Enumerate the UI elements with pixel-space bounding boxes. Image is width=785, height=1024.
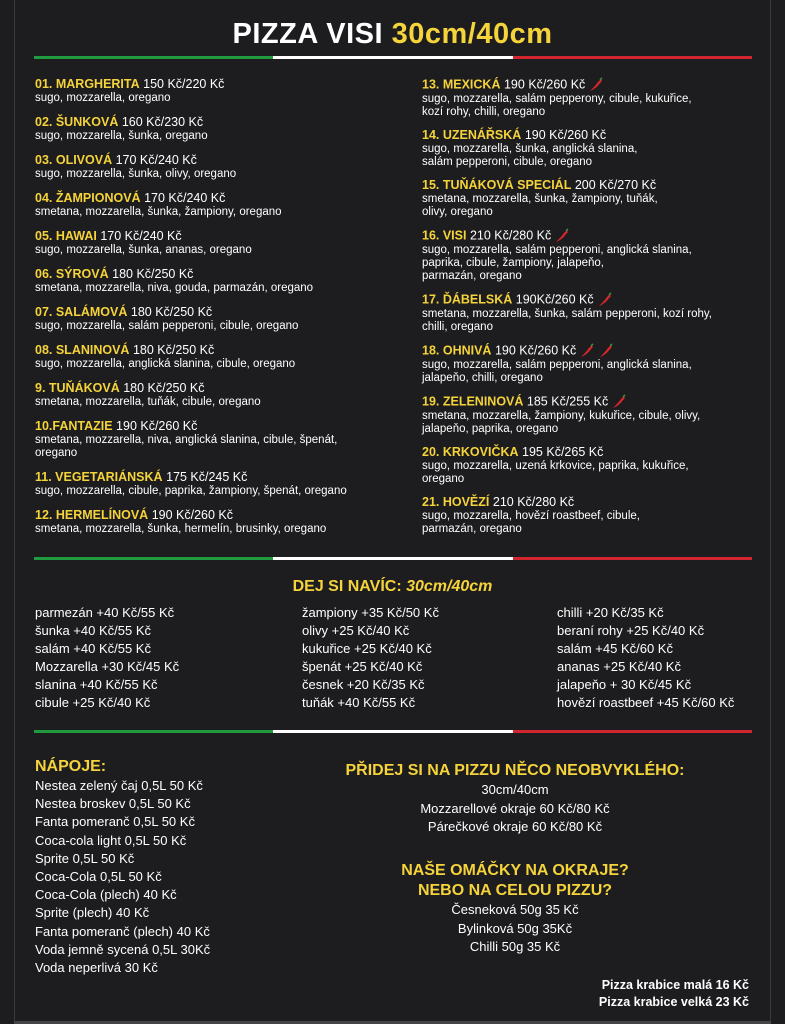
pizza-item-header: [35, 508, 347, 523]
pizza-ingredients: parmazán, oregano: [422, 270, 522, 282]
drink-item: Coca-Cola 0,5L 50 Kč: [35, 869, 162, 885]
pizza-ingredients: sugo, mozzarella, anglická slanina, cibule, oregano: [35, 358, 296, 370]
pizza-item-header: [35, 191, 347, 206]
pizza-ingredients: sugo, mozzarella, salám pepperoni, anglická slanina,: [422, 359, 692, 371]
pizza-box-prices: [599, 977, 749, 1011]
pizza-item: [35, 191, 347, 219]
pizza-item: [422, 445, 712, 486]
pizza-item: [35, 305, 347, 333]
pizza-name: 14. UZENÁŘSKÁ: [422, 128, 522, 142]
pizza-item: [422, 292, 712, 334]
pizza-price: 210 Kč/280 Kč: [492, 495, 575, 509]
pizza-price: 175 Kč/245 Kč: [166, 470, 248, 484]
extra-topping-item: kukuřice +25 Kč/40 Kč: [302, 641, 432, 656]
sauces-title-line1: NAŠE OMÁČKY NA OKRAJE?: [401, 862, 629, 879]
pizza-ingredients: sugo, mozzarella, salám pepperoni, anglická slanina,: [422, 244, 692, 256]
pizza-ingredients: smetana, mozzarella, šunka, žampiony, tuňák,: [422, 193, 658, 205]
pizza-ingredients: jalapeňo, paprika, oregano: [422, 423, 559, 435]
drink-item: Sprite (plech) 40 Kč: [35, 905, 150, 921]
crust-option: Mozzarellové okraje 60 Kč/80 Kč: [420, 800, 610, 816]
pizza-name: 15. TUŇÁKOVÁ SPECIÁL: [422, 178, 572, 192]
pizza-ingredients: jalapeňo, chilli, oregano: [422, 372, 543, 384]
pizza-item: [422, 343, 712, 385]
pizza-price: 190 Kč/260 Kč: [503, 77, 586, 92]
pizza-ingredients: salám pepperoni, cibule, oregano: [422, 156, 593, 168]
pizza-item-header: [35, 77, 347, 92]
pizza-price: 160 Kč/230 Kč: [121, 115, 204, 129]
pizza-item-header: [35, 115, 347, 130]
pizza-ingredients: sugo, mozzarella, oregano: [35, 92, 171, 104]
pizza-item: [35, 267, 347, 295]
drink-item: Sprite 0,5L 50 Kč: [35, 850, 135, 866]
extra-topping-item: špenát +25 Kč/40 Kč: [302, 659, 423, 674]
pizza-ingredients: smetana, mozzarella, tuňák, cibule, oregano: [35, 396, 261, 408]
pizza-name: 9. TUŇÁKOVÁ: [35, 381, 120, 395]
drink-item: Coca-cola light 0,5L 50 Kč: [35, 832, 187, 848]
pizza-item: [422, 228, 712, 283]
pizza-name: 18. OHNIVÁ: [422, 343, 492, 358]
sauces-title-line2: NEBO NA CELOU PIZZU?: [417, 882, 613, 899]
pizza-price: 150 Kč/220 Kč: [143, 77, 225, 91]
pizza-price: 180 Kč/250 Kč: [132, 343, 215, 357]
pizza-item-header: [35, 229, 347, 244]
pizza-price: 180 Kč/250 Kč: [123, 381, 205, 395]
pizza-price: 180 Kč/250 Kč: [130, 305, 213, 319]
crust-section: [300, 761, 730, 837]
chili-pepper-icon: [579, 343, 595, 359]
pizza-ingredients: chilli, oregano: [422, 321, 493, 333]
extra-topping-item: šunka +40 Kč/55 Kč: [35, 623, 151, 638]
drink-item: Fanta pomeranč (plech) 40 Kč: [35, 923, 210, 939]
pizza-ingredients: sugo, mozzarella, cibule, paprika, žampiony, špenát, oregano: [35, 485, 347, 497]
pizza-item-header: [422, 343, 712, 359]
pizza-price: 190 Kč/260 Kč: [116, 419, 198, 433]
pizza-item: [35, 153, 347, 181]
pizza-item: [422, 77, 712, 119]
extras-title: [0, 578, 785, 596]
pizza-ingredients: smetana, mozzarella, šunka, hermelín, brusinky, oregano: [35, 523, 327, 535]
title-text: PIZZA VISI: [232, 18, 384, 50]
pizza-item: [35, 115, 347, 143]
pizza-price: 185 Kč/255 Kč: [526, 394, 609, 409]
pizza-item-header: [422, 292, 712, 308]
pizza-item: [422, 495, 712, 536]
pizza-ingredients: sugo, mozzarella, salám pepperoni, cibule, oregano: [35, 320, 299, 332]
drink-item: Nestea broskev 0,5L 50 Kč: [35, 796, 191, 812]
pizza-name: 13. MEXICKÁ: [422, 77, 501, 92]
pizza-ingredients: smetana, mozzarella, niva, anglická slanina, cibule, špenát,: [35, 434, 338, 446]
sauces-section: [300, 861, 730, 957]
pizza-ingredients: parmazán, oregano: [422, 523, 522, 535]
pizza-ingredients: kozí rohy, chilli, oregano: [422, 106, 546, 118]
page-title: [0, 18, 785, 51]
pizza-ingredients: sugo, mozzarella, šunka, ananas, oregano: [35, 244, 252, 256]
extra-topping-item: tuňák +40 Kč/55 Kč: [302, 695, 416, 710]
flag-divider-bottom: [34, 730, 752, 733]
pizza-item-header: [35, 305, 347, 320]
pizza-item-header: [422, 394, 712, 410]
frame-left-border: [14, 0, 15, 1024]
pizza-ingredients: sugo, mozzarella, šunka, anglická slanina,: [422, 143, 638, 155]
pizza-ingredients: sugo, mozzarella, uzená krkovice, paprika, kukuřice,: [422, 460, 689, 472]
extra-topping-item: salám +40 Kč/55 Kč: [35, 641, 151, 656]
pizza-name: 17. ĎÁBELSKÁ: [422, 292, 513, 307]
pizza-item: [35, 419, 347, 460]
extras-title-sizes: 30cm/40cm: [406, 578, 493, 595]
pizza-name: 06. SÝROVÁ: [35, 267, 109, 281]
pizza-name: 11. VEGETARIÁNSKÁ: [35, 470, 163, 484]
pizza-ingredients: sugo, mozzarella, šunka, oregano: [35, 130, 208, 142]
chili-pepper-icon: [611, 394, 627, 410]
pizza-item-header: [422, 128, 712, 143]
pizza-name: 03. OLIVOVÁ: [35, 153, 113, 167]
sauce-lines: [300, 901, 730, 957]
crust-title: PŘIDEJ SI NA PIZZU NĚCO NEOBVYKLÉHO:: [345, 762, 685, 779]
sauce-option: Česneková 50g 35 Kč: [451, 902, 579, 917]
pizza-item-header: [35, 381, 347, 396]
extra-topping-item: cibule +25 Kč/40 Kč: [35, 695, 151, 710]
pizza-price: 190 Kč/260 Kč: [524, 128, 607, 142]
extras-column-3: [557, 604, 734, 712]
box-price: Pizza krabice velká 23 Kč: [598, 995, 749, 1009]
extra-topping-item: parmezán +40 Kč/55 Kč: [35, 605, 175, 620]
pizza-ingredients: sugo, mozzarella, šunka, olivy, oregano: [35, 168, 237, 180]
extra-topping-item: olivy +25 Kč/40 Kč: [302, 623, 410, 638]
pizza-ingredients: olivy, oregano: [422, 206, 493, 218]
pizza-name: 21. HOVĚZÍ: [422, 495, 490, 509]
drinks-title: NÁPOJE:: [35, 758, 107, 775]
extras-title-text: DEJ SI NAVÍC:: [292, 578, 402, 595]
extra-topping-item: slanina +40 Kč/55 Kč: [35, 677, 158, 692]
extra-topping-item: česnek +20 Kč/35 Kč: [302, 677, 425, 692]
extra-topping-item: ananas +25 Kč/40 Kč: [557, 659, 681, 674]
chili-pepper-icon: [597, 292, 613, 308]
pizza-price: 195 Kč/265 Kč: [522, 445, 604, 459]
extra-topping-item: Mozzarella +30 Kč/45 Kč: [35, 659, 180, 674]
extras-column-2: [302, 604, 439, 712]
box-price: Pizza krabice malá 16 Kč: [601, 978, 749, 992]
pizza-price: 170 Kč/240 Kč: [144, 191, 226, 205]
pizza-ingredients: smetana, mozzarella, šunka, salám pepperoni, kozí rohy,: [422, 308, 712, 320]
pizza-item: [35, 381, 347, 409]
pizza-item-header: [422, 178, 712, 193]
pizza-list-left: [35, 77, 347, 546]
pizza-name: 16. VISI: [422, 228, 467, 243]
pizza-price: 170 Kč/240 Kč: [100, 229, 182, 243]
pizza-item: [422, 178, 712, 219]
pizza-ingredients: smetana, mozzarella, žampiony, kukuřice, cibule, olivy,: [422, 410, 701, 422]
pizza-name: 12. HERMELÍNOVÁ: [35, 508, 149, 522]
extras-column-1: [35, 604, 179, 712]
pizza-name: 10.FANTAZIE: [35, 419, 113, 433]
pizza-ingredients: oregano: [35, 447, 78, 459]
pizza-ingredients: paprika, cibule, žampiony, jalapeňo,: [422, 257, 604, 269]
drink-item: Voda neperlivá 30 Kč: [35, 960, 158, 976]
sauce-option: Chilli 50g 35 Kč: [469, 939, 561, 954]
extra-topping-item: žampiony +35 Kč/50 Kč: [302, 605, 439, 620]
pizza-price: 190Kč/260 Kč: [515, 292, 594, 307]
pizza-name: 20. KRKOVIČKA: [422, 445, 519, 459]
pizza-name: 19. ZELENINOVÁ: [422, 394, 524, 409]
pizza-item: [35, 229, 347, 257]
pizza-item-header: [422, 228, 712, 244]
pizza-item: [35, 77, 347, 105]
pizza-price: 170 Kč/240 Kč: [115, 153, 197, 167]
drink-item: Coca-Cola (plech) 40 Kč: [35, 887, 177, 903]
drinks-list: [35, 777, 210, 977]
drink-item: Nestea zelený čaj 0,5L 50 Kč: [35, 778, 203, 793]
pizza-price: 190 Kč/260 Kč: [151, 508, 234, 522]
crust-lines: [300, 781, 730, 837]
pizza-item-header: [422, 445, 712, 460]
pizza-item-header: [35, 153, 347, 168]
flag-divider-middle: [34, 557, 752, 560]
pizza-name: 05. HAWAI: [35, 229, 97, 243]
chili-pepper-icon: [598, 343, 614, 359]
pizza-list-right: [422, 77, 712, 545]
pizza-name: 04. ŽAMPIONOVÁ: [35, 191, 141, 205]
pizza-price: 210 Kč/280 Kč: [469, 228, 552, 243]
pizza-price: 180 Kč/250 Kč: [112, 267, 194, 281]
pizza-ingredients: sugo, mozzarella, salám pepperony, cibule, kukuřice,: [422, 93, 692, 105]
pizza-item-header: [422, 495, 712, 510]
pizza-item: [422, 128, 712, 169]
pizza-ingredients: smetana, mozzarella, šunka, žampiony, oregano: [35, 206, 282, 218]
extra-topping-item: beraní rohy +25 Kč/40 Kč: [557, 623, 705, 638]
extra-topping-item: jalapeňo + 30 Kč/45 Kč: [557, 677, 692, 692]
crust-option: Párečkové okraje 60 Kč/80 Kč: [427, 819, 603, 834]
pizza-item-header: [35, 470, 347, 485]
chili-pepper-icon: [588, 77, 604, 93]
pizza-ingredients: smetana, mozzarella, niva, gouda, parmazán, oregano: [35, 282, 314, 294]
extra-topping-item: salám +45 Kč/60 Kč: [557, 641, 673, 656]
drink-item: Voda jemně sycená 0,5L 30Kč: [35, 941, 211, 957]
pizza-item: [422, 394, 712, 436]
pizza-name: 01. MARGHERITA: [35, 77, 140, 91]
pizza-name: 02. ŠUNKOVÁ: [35, 115, 119, 129]
frame-right-border: [770, 0, 771, 1024]
pizza-ingredients: sugo, mozzarella, hovězí roastbeef, cibule,: [422, 510, 640, 522]
drink-item: Fanta pomeranč 0,5L 50 Kč: [35, 814, 195, 830]
pizza-item: [35, 343, 347, 371]
flag-divider-top: [34, 56, 752, 59]
pizza-item-header: [35, 343, 347, 358]
extra-topping-item: hovězí roastbeef +45 Kč/60 Kč: [557, 695, 735, 710]
crust-option: 30cm/40cm: [481, 782, 549, 797]
pizza-ingredients: oregano: [422, 473, 465, 485]
chili-pepper-icon: [554, 228, 570, 244]
extra-topping-item: chilli +20 Kč/35 Kč: [557, 605, 664, 620]
sauce-option: Bylinková 50g 35Kč: [457, 920, 573, 936]
pizza-name: 08. SLANINOVÁ: [35, 343, 130, 357]
pizza-item-header: [422, 77, 712, 93]
pizza-item-header: [35, 419, 347, 434]
pizza-item: [35, 508, 347, 536]
pizza-price: 200 Kč/270 Kč: [574, 178, 657, 192]
pizza-price: 190 Kč/260 Kč: [494, 343, 577, 358]
pizza-name: 07. SALÁMOVÁ: [35, 305, 128, 319]
pizza-item: [35, 470, 347, 498]
pizza-item-header: [35, 267, 347, 282]
title-sizes: 30cm/40cm: [391, 18, 553, 50]
